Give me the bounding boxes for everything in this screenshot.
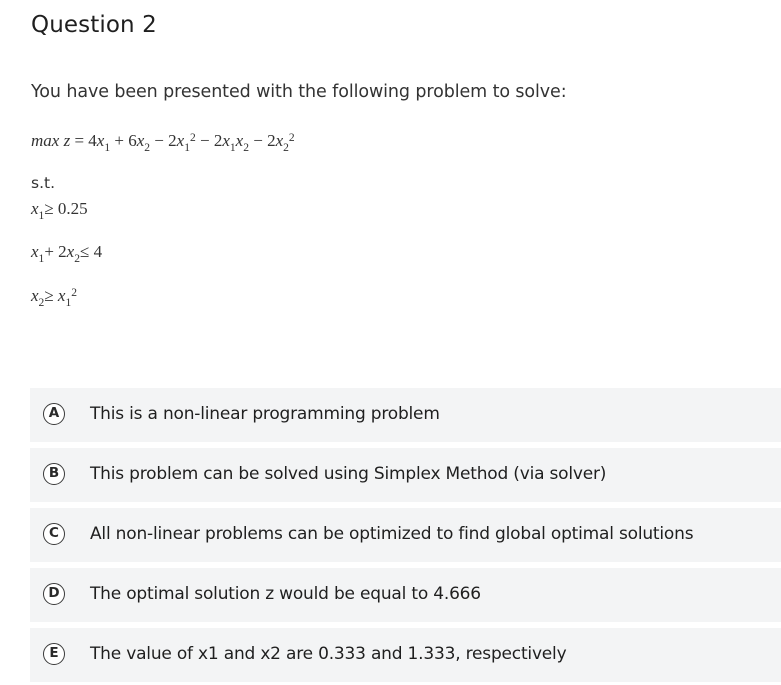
option-d-text: The optimal solution z would be equal to 4.666 bbox=[90, 584, 481, 604]
option-c-text: All non-linear problems can be optimized to find global optimal solutions bbox=[90, 524, 694, 544]
constraint-3: $x_2\ge x_1^2$ bbox=[31, 285, 78, 310]
option-a-text: This is a non-linear programming problem bbox=[90, 404, 440, 424]
option-e-text: The value of x1 and x2 are 0.333 and 1.333, respectively bbox=[90, 644, 567, 664]
constraint-2: $x_1+ 2x_2\le 4$ bbox=[31, 242, 103, 266]
constraint-1: $x_1\ge 0.25$ bbox=[31, 199, 88, 223]
question-title: Question 2 bbox=[31, 12, 157, 38]
option-e-letter-badge: E bbox=[43, 643, 65, 665]
objective-function: $\max z = 4x_1 + 6x_2 - 2x_1^2 - 2x_1x_2 - 2x_2^2$ bbox=[31, 130, 295, 155]
option-c[interactable] bbox=[30, 508, 781, 562]
option-b[interactable] bbox=[30, 448, 781, 502]
option-b-text: This problem can be solved using Simplex Method (via solver) bbox=[90, 464, 607, 484]
option-a-letter-badge: A bbox=[43, 403, 65, 425]
option-a[interactable] bbox=[30, 388, 781, 442]
option-d-letter-badge: D bbox=[43, 583, 65, 605]
option-e[interactable] bbox=[30, 628, 781, 682]
option-c-letter-badge: C bbox=[43, 523, 65, 545]
option-d[interactable] bbox=[30, 568, 781, 622]
option-b-letter-badge: B bbox=[43, 463, 65, 485]
subject-to-label: s.t. bbox=[31, 174, 56, 192]
question-intro: You have been presented with the following problem to solve: bbox=[31, 82, 567, 102]
